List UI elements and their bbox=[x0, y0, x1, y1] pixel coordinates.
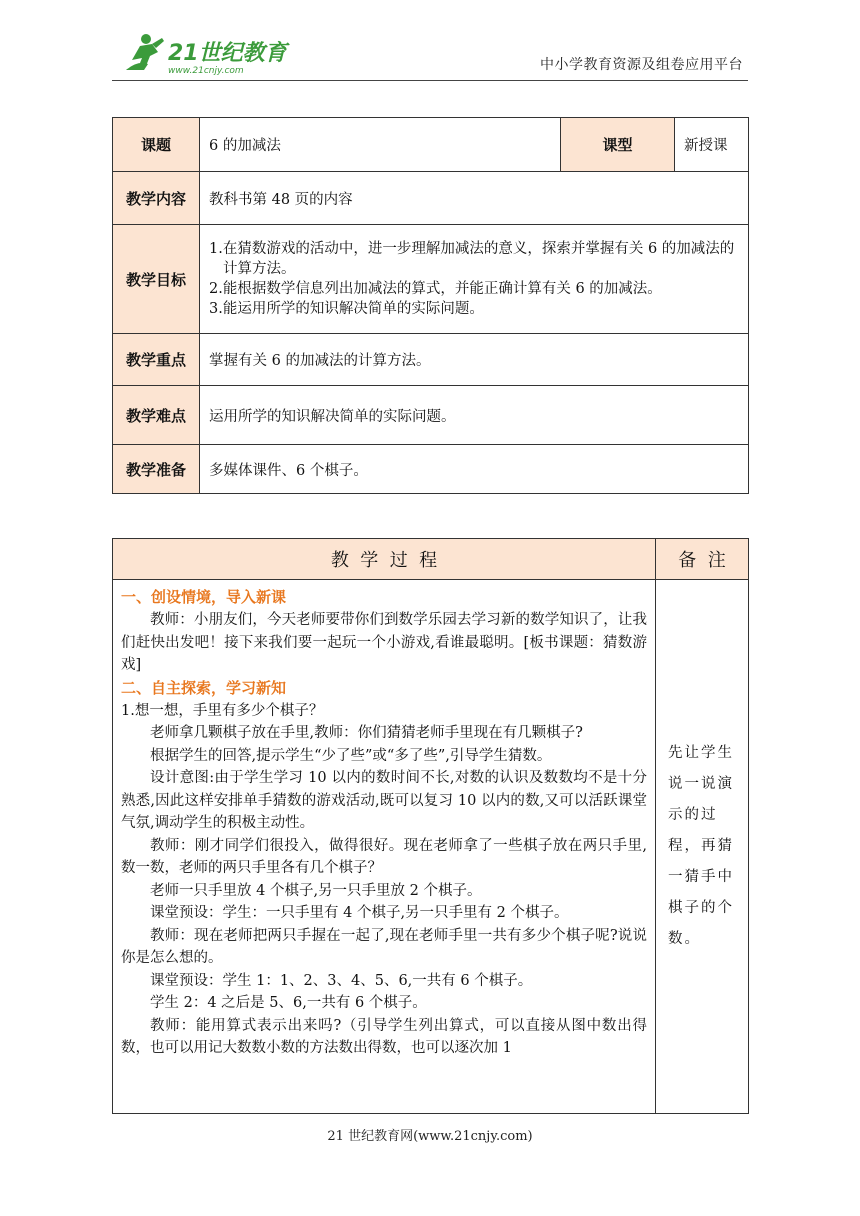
process-body-row bbox=[113, 580, 749, 1114]
teaching-process-table bbox=[112, 538, 749, 1114]
logo-text: 21世纪教育 bbox=[168, 41, 287, 66]
paragraph: 教师：现在老师把两只手握在一起了,现在老师手里一共有多少个棋子呢?说说你是怎么想的。 bbox=[121, 927, 647, 966]
process-content bbox=[113, 580, 656, 1114]
paragraph: 根据学生的回答,提示学生“少了些”或“多了些”,引导学生猜数。 bbox=[150, 747, 552, 764]
lesson-info-table bbox=[112, 117, 749, 494]
process-header: 教 学 过 程 bbox=[113, 539, 656, 580]
process-header-row bbox=[113, 539, 749, 580]
goals-list bbox=[200, 225, 749, 334]
prep-row bbox=[113, 445, 749, 494]
content-label: 教学内容 bbox=[113, 172, 200, 225]
content-value: 教科书第 48 页的内容 bbox=[200, 172, 749, 225]
paragraph: 教师：刚才同学们很投入，做得很好。现在老师拿了一些棋子放在两只手里,数一数，老师的两只手里各有几个棋子？ bbox=[121, 837, 647, 876]
prep-value: 多媒体课件、6 个棋子。 bbox=[200, 445, 749, 494]
topic-label: 课题 bbox=[113, 118, 200, 172]
paragraph: 课堂预设：学生：一只手里有 4 个棋子,另一只手里有 2 个棋子。 bbox=[150, 905, 569, 921]
paragraph: 教师：能用算式表示出来吗?（引导学生列出算式，可以直接从图中数出得数，也可以用记大数数小数的方法数出得数，也可以逐次加 1 bbox=[121, 1017, 647, 1056]
prep-label: 教学准备 bbox=[113, 445, 200, 494]
topic-value: 6 的加减法 bbox=[200, 118, 561, 172]
section-title: 一、创设情境，导入新课 bbox=[121, 588, 287, 606]
page-footer: 21 世纪教育网(www.21cnjy.com) bbox=[327, 1129, 533, 1144]
paragraph: 学生 2：4 之后是 5、6,一共有 6 个棋子。 bbox=[150, 995, 427, 1011]
note-header: 备 注 bbox=[656, 539, 749, 580]
paragraph: 老师一只手里放 4 个棋子,另一只手里放 2 个棋子。 bbox=[150, 882, 482, 899]
content-row bbox=[113, 172, 749, 225]
paragraph: 教师：小朋友们，今天老师要带你们到数学乐园去学习新的数学知识了，让我们赶快出发吧！接下来我们要一起玩一个小游戏,看谁最聪明。[板书课题：猜数游戏] bbox=[121, 612, 647, 673]
goal-item: 3.能运用所学的知识解决简单的实际问题。 bbox=[209, 301, 484, 317]
topic-row bbox=[113, 118, 749, 172]
difficulty-value: 运用所学的知识解决简单的实际问题。 bbox=[200, 386, 749, 445]
goals-row bbox=[113, 225, 749, 334]
step-heading: 1.想一想，手里有多少个棋子？ bbox=[121, 702, 324, 719]
difficulty-label: 教学难点 bbox=[113, 386, 200, 445]
key-row bbox=[113, 334, 749, 386]
type-value: 新授课 bbox=[675, 118, 749, 172]
key-label: 教学重点 bbox=[113, 334, 200, 386]
paragraph: 老师拿几颗棋子放在手里,教师：你们猜猜老师手里现在有几颗棋子? bbox=[150, 725, 583, 741]
section-title: 二、自主探索，学习新知 bbox=[121, 678, 287, 697]
goal-item: 1.在猜数游戏的活动中，进一步理解加减法的意义，探索并掌握有关 6 的加减法的计算方法。 bbox=[209, 241, 735, 277]
site-logo bbox=[118, 30, 293, 78]
type-label: 课型 bbox=[561, 118, 675, 172]
running-figure-icon bbox=[126, 34, 164, 70]
paragraph: 设计意图:由于学生学习 10 以内的数时间不长,对数的认识及数数均不是十分熟悉,因此这样安排单手猜数的游戏活动,既可以复习 10 以内的数,又可以活跃课堂气氛,调动学生的积极主动性。 bbox=[121, 770, 647, 831]
logo-url: www.21cnjy.com bbox=[168, 66, 244, 76]
difficulty-row bbox=[113, 386, 749, 445]
key-value: 掌握有关 6 的加减法的计算方法。 bbox=[200, 334, 749, 386]
paragraph: 课堂预设：学生 1：1、2、3、4、5、6,一共有 6 个棋子。 bbox=[150, 972, 533, 989]
platform-tagline: 中小学教育资源及组卷应用平台 bbox=[540, 57, 743, 73]
goals-label: 教学目标 bbox=[113, 225, 200, 334]
note-content: 先让学生说一说演示的过程，再猜一猜手中棋子的个数。 bbox=[656, 580, 749, 1114]
goal-item: 2.能根据数学信息列出加减法的算式，并能正确计算有关 6 的加减法。 bbox=[209, 281, 662, 297]
header-divider bbox=[112, 80, 748, 81]
